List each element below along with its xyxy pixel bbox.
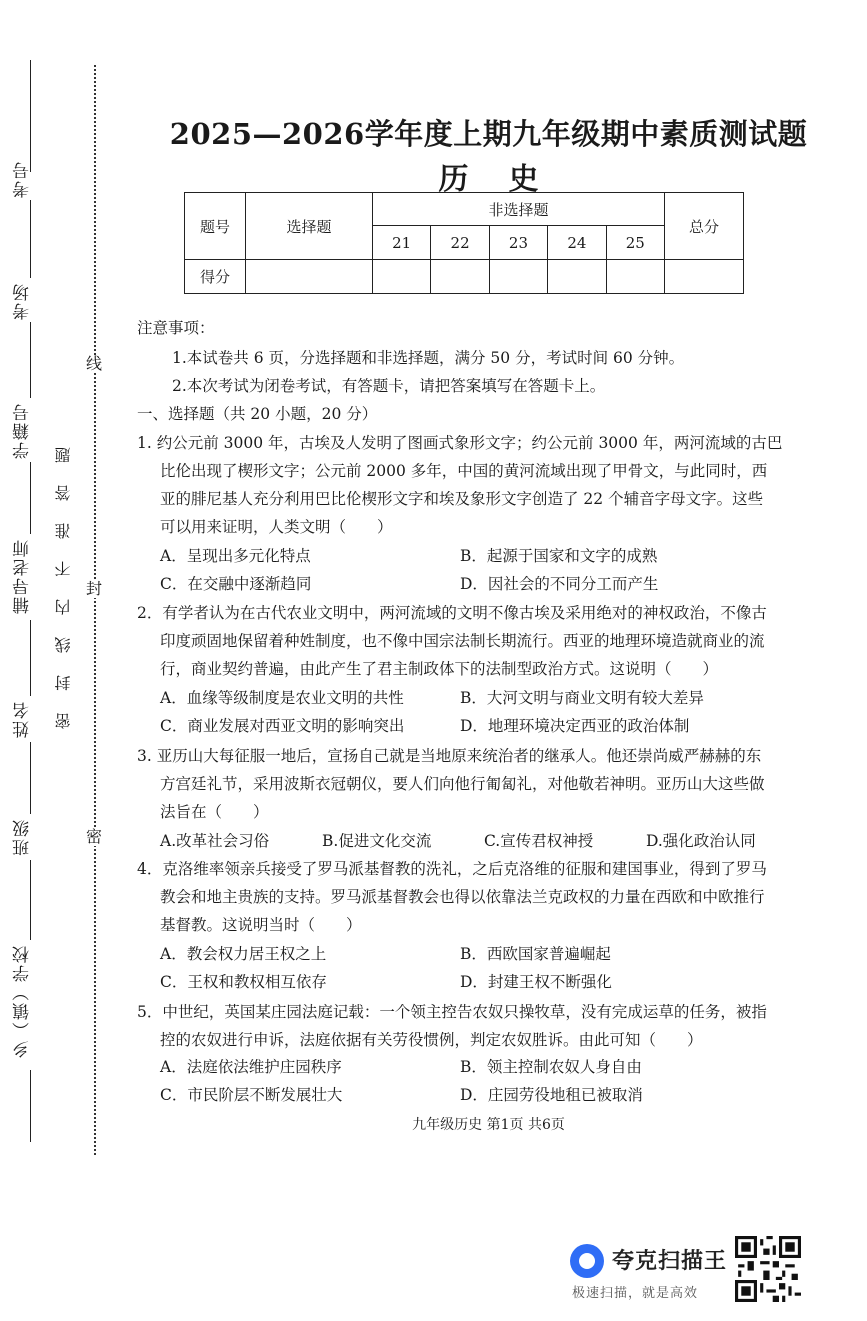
question-3-option-b: B.促进文化交流	[322, 832, 432, 850]
header-q25: 25	[606, 226, 664, 260]
blank-line-class	[30, 742, 31, 814]
question-3-line-3: 法旨在（ ）	[160, 803, 269, 821]
question-5-option-a: A．法庭依法维护庄园秩序	[160, 1058, 342, 1076]
label-exam-room: 考场	[13, 282, 33, 320]
question-1-line-4: 可以用来证明，人类文明（ ）	[160, 518, 393, 536]
header-q21: 21	[373, 226, 431, 260]
notice-heading: 注意事项：	[137, 319, 215, 337]
question-2-option-b: B．大河文明与商业文明有较大差异	[460, 689, 704, 707]
exam-title: 2025—2026学年度上期九年级期中素质测试题	[169, 117, 808, 151]
question-1-option-d: D．因社会的不同分工而产生	[460, 575, 659, 593]
page-footer: 九年级历史 第1页 共6页	[412, 1117, 565, 1133]
score-cell-choice	[246, 260, 373, 294]
blank-line-school	[30, 860, 31, 940]
blank-line-student-id	[30, 322, 31, 398]
question-5-line-2: 控的农奴进行申诉，法庭依据有关劳役惯例，判定农奴胜诉。由此可知（ ）	[160, 1031, 703, 1049]
question-1-option-a: A．呈现出多元化特点	[160, 547, 311, 565]
notice-item-2: 2.本次考试为闭卷考试，有答题卡，请把答案填写在答题卡上。	[172, 377, 606, 395]
header-question-no: 题号	[185, 193, 246, 260]
score-cell-q21	[373, 260, 431, 294]
question-4-option-a: A．教会权力居王权之上	[160, 945, 327, 963]
question-1-option-b: B．起源于国家和文字的成熟	[460, 547, 658, 565]
section-title: 一、选择题（共 20 小题，20 分）	[137, 405, 378, 423]
seal-char-line: 线	[86, 354, 103, 373]
label-tutor: 辅导老师	[13, 538, 33, 614]
header-q23: 23	[489, 226, 547, 260]
score-table	[184, 192, 744, 294]
question-3-option-a: A.改革社会习俗	[160, 832, 270, 850]
question-2-option-d: D．地理环境决定西亚的政治体制	[460, 717, 690, 735]
header-q22: 22	[431, 226, 489, 260]
question-1-line-2: 比伦出现了楔形文字；公元前 2000 多年，中国的黄河流域出现了甲骨文，与此同时，西	[160, 462, 768, 480]
score-cell-q23	[489, 260, 547, 294]
scanner-slogan: 极速扫描，就是高效	[572, 1286, 699, 1301]
scanner-watermark	[570, 1236, 830, 1306]
question-4-line-2: 教会和地主贵族的支持。罗马派基督教会也得以依靠法兰克政权的力量在西欧和中欧推行	[160, 888, 765, 906]
question-4-option-d: D．封建王权不断强化	[460, 973, 612, 991]
seal-char-seal: 封	[86, 579, 103, 598]
notice-item-1: 1.本试卷共 6 页，分选择题和非选择题，满分 50 分，考试时间 60 分钟。	[172, 349, 685, 367]
question-2-line-1: 2．有学者认为在古代农业文明中，两河流域的文明不像古埃及采用绝对的神权政治，不像古	[137, 604, 767, 622]
question-5-option-c: C．市民阶层不断发展壮大	[160, 1086, 343, 1104]
question-4-option-b: B．西欧国家普遍崛起	[460, 945, 611, 963]
question-1-line-1: 1. 约公元前 3000 年，古埃及人发明了图画式象形文字；约公元前 3000 年，两河流域的古巴	[137, 434, 783, 452]
question-2-line-3: 行，商业契约普遍，由此产生了君主制政体下的法制型政治方式。这说明（ ）	[160, 660, 719, 678]
question-5-option-d: D．庄园劳役地租已被取消	[460, 1086, 643, 1104]
question-2-option-c: C．商业发展对西亚文明的影响突出	[160, 717, 405, 735]
label-school: 乡（镇）学校	[13, 944, 33, 1058]
label-exam-number: 考号	[13, 160, 33, 198]
blank-line-exam-room	[30, 200, 31, 278]
label-name: 姓名	[13, 700, 33, 738]
question-2-option-a: A．血缘等级制度是农业文明的共性	[160, 689, 404, 707]
row-score-label: 得分	[185, 260, 246, 294]
score-cell-q22	[431, 260, 489, 294]
header-q24: 24	[548, 226, 606, 260]
question-4-line-3: 基督教。这说明当时（ ）	[160, 916, 362, 934]
question-3-line-2: 方宫廷礼节，采用波斯衣冠朝仪，要人们向他行匍匐礼，对他敬若神明。亚历山大这些做	[160, 775, 765, 793]
header-total: 总分	[665, 193, 744, 260]
question-1-option-c: C．在交融中逐渐趋同	[160, 575, 312, 593]
question-4-option-c: C．王权和教权相互依存	[160, 973, 327, 991]
score-cell-q24	[548, 260, 606, 294]
label-class: 班级	[13, 818, 33, 856]
seal-char-close: 密	[86, 827, 103, 846]
seal-dotted-line	[94, 65, 96, 1155]
question-2-line-2: 印度顽固地保留着种姓制度，也不像中国宗法制长期流行。西亚的地理环境造就商业的流	[160, 632, 765, 650]
header-choice: 选择题	[246, 193, 373, 260]
question-3-line-1: 3. 亚历山大每征服一地后，宣扬自己就是当地原来统治者的继承人。他还崇尚威严赫赫的东	[137, 747, 762, 765]
scanner-app-name: 夸克扫描王	[612, 1249, 728, 1274]
score-cell-total	[665, 260, 744, 294]
header-non-choice: 非选择题	[373, 193, 665, 226]
blank-line-bottom	[30, 1070, 31, 1142]
blank-line-name	[30, 620, 31, 696]
blank-line-tutor	[30, 462, 31, 534]
exam-subject: 历史	[438, 162, 579, 197]
binding-margin	[0, 0, 110, 1321]
question-4-line-1: 4．克洛维率领亲兵接受了罗马派基督教的洗礼，之后克洛维的征服和建国事业，得到了罗马	[137, 860, 767, 878]
score-cell-q25	[606, 260, 664, 294]
question-1-line-3: 亚的腓尼基人充分利用巴比伦楔形文字和埃及象形文字创造了 22 个辅音字母文字。这些	[160, 490, 764, 508]
scanner-logo-icon	[570, 1244, 604, 1278]
question-3-option-c: C.宣传君权神授	[484, 832, 594, 850]
label-student-id: 学籍号	[13, 402, 33, 459]
question-5-option-b: B．领主控制农奴人身自由	[460, 1058, 642, 1076]
seal-warning: 密封线内不准答题	[54, 425, 73, 729]
question-5-line-1: 5．中世纪，英国某庄园法庭记载：一个领主控告农奴只操牧草，没有完成运草的任务，被指	[137, 1003, 767, 1021]
blank-line-exam-number	[30, 60, 31, 172]
question-3-option-d: D.强化政治认同	[646, 832, 756, 850]
qr-code-icon	[735, 1236, 801, 1302]
